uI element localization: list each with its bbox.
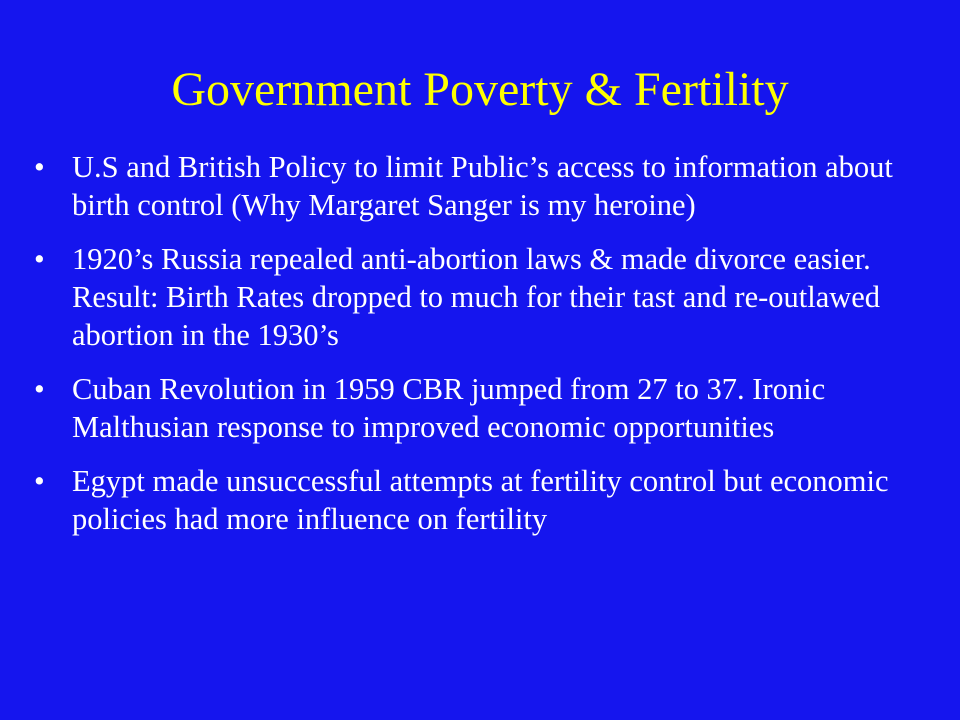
bullet-item (34, 462, 934, 538)
bullet-list (34, 148, 934, 554)
bullet-item (34, 148, 934, 224)
bullet-point-icon: • (34, 372, 45, 406)
bullet-point-icon: • (34, 242, 45, 276)
bullet-point-icon: • (34, 150, 45, 184)
bullet-text: 1920’s Russia repealed anti-abortion laws & made divorce easier. Result: Birth Rates dropped to much for their tast and re-outlawed abortion in the 1930’s (72, 242, 881, 352)
bullet-item (34, 240, 934, 354)
bullet-point-icon: • (34, 464, 45, 498)
bullet-item (34, 370, 934, 446)
bullet-text: U.S and British Policy to limit Public’s access to information about birth control (Why Margaret Sanger is my heroine) (72, 150, 893, 222)
slide-title: Government Poverty & Fertility (171, 63, 789, 116)
bullet-text: Cuban Revolution in 1959 CBR jumped from 27 to 37. Ironic Malthusian response to improved economic opportunities (72, 372, 826, 444)
bullet-text: Egypt made unsuccessful attempts at fertility control but economic policies had more influence on fertility (72, 464, 889, 536)
